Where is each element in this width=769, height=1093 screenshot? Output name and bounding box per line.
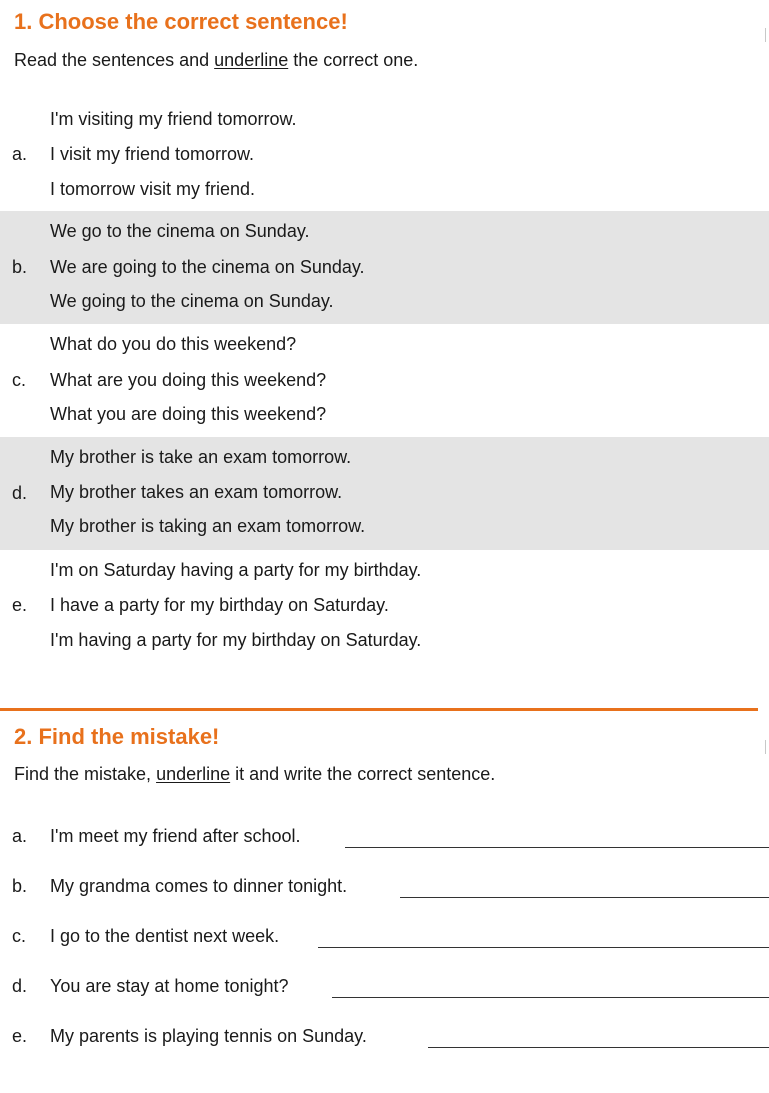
sentence-option[interactable]: I tomorrow visit my friend. <box>50 179 256 199</box>
item-letter: c. <box>12 926 27 946</box>
sentence-option[interactable]: I visit my friend tomorrow. <box>50 144 255 164</box>
sentence-option[interactable]: What do you do this weekend? <box>50 334 297 354</box>
group-letter: a. <box>12 144 28 164</box>
item-letter: d. <box>12 976 28 996</box>
section1-instruction <box>14 50 418 71</box>
item-letter: a. <box>12 826 28 846</box>
section-divider <box>0 708 758 711</box>
item-letter: b. <box>12 876 28 896</box>
mistake-item-e <box>0 1026 769 1052</box>
sentence-option[interactable]: I'm having a party for my birthday on Saturday. <box>50 630 422 650</box>
choice-group-b <box>0 211 769 324</box>
group-letter: d. <box>12 483 28 503</box>
sentence-option[interactable]: What are you doing this weekend? <box>50 370 327 390</box>
instruction-text: Read the sentences and <box>14 50 215 70</box>
section2-title: 2. Find the mistake! <box>14 724 220 749</box>
instruction-underlined-word: underline <box>156 764 231 784</box>
item-letter: e. <box>12 1026 28 1046</box>
instruction-text: Find the mistake, <box>14 764 157 784</box>
corner-mark <box>765 740 766 754</box>
answer-line[interactable] <box>400 897 769 898</box>
mistake-sentence[interactable]: I'm meet my friend after school. <box>50 826 301 846</box>
choice-group-d <box>0 437 769 550</box>
group-letter: e. <box>12 595 28 615</box>
corner-mark <box>765 28 766 42</box>
instruction-underlined-word: underline <box>214 50 289 70</box>
answer-line[interactable] <box>332 997 769 998</box>
choice-group-e <box>0 550 769 663</box>
choice-group-c <box>0 324 769 437</box>
mistake-sentence[interactable]: My grandma comes to dinner tonight. <box>50 876 348 896</box>
sentence-option[interactable]: My brother is taking an exam tomorrow. <box>50 516 366 536</box>
instruction-text: the correct one. <box>288 50 419 70</box>
sentence-option[interactable]: We go to the cinema on Sunday. <box>50 221 310 241</box>
group-letter: b. <box>12 257 28 277</box>
sentence-option[interactable]: I'm on Saturday having a party for my birthday. <box>50 560 422 580</box>
mistake-sentence[interactable]: I go to the dentist next week. <box>50 926 280 946</box>
section2-instruction <box>14 764 495 785</box>
mistake-sentence[interactable]: You are stay at home tonight? <box>50 976 289 996</box>
mistake-item-d <box>0 976 769 1002</box>
instruction-text: it and write the correct sentence. <box>230 764 496 784</box>
mistake-item-a <box>0 826 769 852</box>
answer-line[interactable] <box>345 847 769 848</box>
sentence-option[interactable]: What you are doing this weekend? <box>50 404 327 424</box>
mistake-sentence[interactable]: My parents is playing tennis on Sunday. <box>50 1026 367 1046</box>
mistake-item-c <box>0 926 769 952</box>
sentence-option[interactable]: I have a party for my birthday on Saturday. <box>50 595 389 615</box>
sentence-option[interactable]: We going to the cinema on Sunday. <box>50 291 334 311</box>
sentence-option[interactable]: My brother is take an exam tomorrow. <box>50 447 352 467</box>
sentence-option[interactable]: We are going to the cinema on Sunday. <box>50 257 365 277</box>
section1-title: 1. Choose the correct sentence! <box>14 9 348 34</box>
answer-line[interactable] <box>428 1047 769 1048</box>
sentence-option[interactable]: My brother takes an exam tomorrow. <box>50 482 343 502</box>
group-letter: c. <box>12 370 27 390</box>
answer-line[interactable] <box>318 947 769 948</box>
choice-group-a <box>0 98 769 211</box>
sentence-option[interactable]: I'm visiting my friend tomorrow. <box>50 109 297 129</box>
mistake-item-b <box>0 876 769 902</box>
